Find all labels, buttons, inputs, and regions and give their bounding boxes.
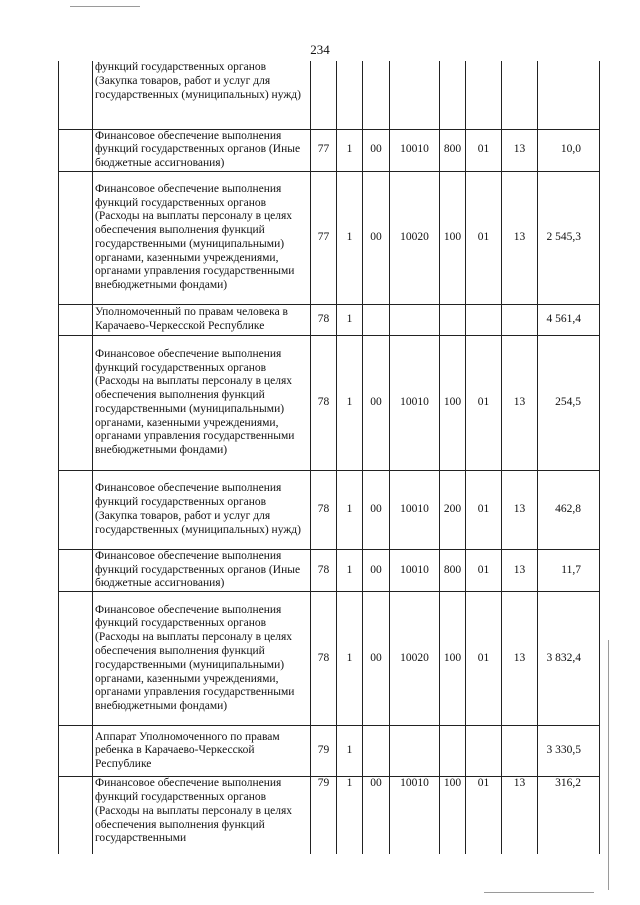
budget-table bbox=[58, 61, 600, 854]
code-01-cell: 01 bbox=[466, 549, 502, 591]
amount-cell: 254,5 bbox=[538, 335, 600, 470]
target-article-code-cell: 10020 bbox=[390, 592, 440, 726]
scan-mark-top bbox=[70, 6, 140, 7]
code-13-cell: 13 bbox=[502, 470, 538, 549]
amount-cell bbox=[538, 61, 600, 129]
target-article-code-cell bbox=[390, 726, 440, 777]
code-13-cell bbox=[502, 61, 538, 129]
ministry-code-cell: 78 bbox=[311, 335, 337, 470]
blank-cell-cell bbox=[59, 171, 93, 304]
table-row bbox=[59, 726, 600, 777]
amount-cell: 11,7 bbox=[538, 549, 600, 591]
amount-cell: 462,8 bbox=[538, 470, 600, 549]
code-13-cell: 13 bbox=[502, 549, 538, 591]
blank-cell-cell bbox=[59, 129, 93, 171]
blank-cell-cell bbox=[59, 304, 93, 335]
section-code-cell: 1 bbox=[337, 171, 363, 304]
section-code-cell: 1 bbox=[337, 777, 363, 854]
section-code-cell: 1 bbox=[337, 304, 363, 335]
expense-type-code-cell: 100 bbox=[440, 335, 466, 470]
blank-cell-cell bbox=[59, 549, 93, 591]
target-article-code-cell: 10010 bbox=[390, 470, 440, 549]
expense-type-code-cell: 200 bbox=[440, 470, 466, 549]
expense-type-code-cell bbox=[440, 61, 466, 129]
blank-cell-cell bbox=[59, 470, 93, 549]
section-code-cell: 1 bbox=[337, 592, 363, 726]
ministry-code-cell bbox=[311, 61, 337, 129]
code-01-cell: 01 bbox=[466, 777, 502, 854]
item-name-cell: Финансовое обеспечение выполнения функций государственных органов (Расходы на выплаты персоналу в целях обеспечения выполнения функций государственными (муниципальными) органами, казенными учреждениями, органами управления государственными внебюджетными фондами) bbox=[93, 171, 311, 304]
amount-cell: 3 832,4 bbox=[538, 592, 600, 726]
section-code-cell bbox=[337, 61, 363, 129]
subsection-code-cell bbox=[363, 726, 390, 777]
code-01-cell bbox=[466, 61, 502, 129]
item-name-cell: Финансовое обеспечение выполнения функций государственных органов (Расходы на выплаты персоналу в целях обеспечения выполнения функций государственными (муниципальными) органами, казенными учреждениями, органами управления государственными внебюджетными фондами) bbox=[93, 335, 311, 470]
section-code-cell: 1 bbox=[337, 129, 363, 171]
amount-cell: 2 545,3 bbox=[538, 171, 600, 304]
amount-cell: 3 330,5 bbox=[538, 726, 600, 777]
ministry-code-cell: 78 bbox=[311, 549, 337, 591]
ministry-code-cell: 79 bbox=[311, 777, 337, 854]
subsection-code-cell bbox=[363, 61, 390, 129]
code-01-cell: 01 bbox=[466, 129, 502, 171]
target-article-code-cell: 10010 bbox=[390, 549, 440, 591]
scan-mark-bottom bbox=[484, 892, 594, 893]
code-01-cell: 01 bbox=[466, 335, 502, 470]
code-01-cell: 01 bbox=[466, 470, 502, 549]
table-row bbox=[59, 549, 600, 591]
blank-cell-cell bbox=[59, 726, 93, 777]
blank-cell-cell bbox=[59, 61, 93, 129]
subsection-code-cell: 00 bbox=[363, 549, 390, 591]
table-row bbox=[59, 171, 600, 304]
table-row bbox=[59, 335, 600, 470]
amount-cell: 316,2 bbox=[538, 777, 600, 854]
subsection-code-cell: 00 bbox=[363, 592, 390, 726]
blank-cell-cell bbox=[59, 777, 93, 854]
table-row bbox=[59, 129, 600, 171]
code-13-cell: 13 bbox=[502, 592, 538, 726]
item-name-cell: функций государственных органов (Закупка товаров, работ и услуг для государственных (муниципальных) нужд) bbox=[93, 61, 311, 129]
section-code-cell: 1 bbox=[337, 549, 363, 591]
expense-type-code-cell: 100 bbox=[440, 171, 466, 304]
code-13-cell: 13 bbox=[502, 171, 538, 304]
target-article-code-cell: 10010 bbox=[390, 335, 440, 470]
subsection-code-cell bbox=[363, 304, 390, 335]
expense-type-code-cell: 100 bbox=[440, 777, 466, 854]
code-01-cell: 01 bbox=[466, 592, 502, 726]
target-article-code-cell bbox=[390, 304, 440, 335]
subsection-code-cell: 00 bbox=[363, 129, 390, 171]
code-01-cell bbox=[466, 304, 502, 335]
section-code-cell: 1 bbox=[337, 470, 363, 549]
ministry-code-cell: 78 bbox=[311, 592, 337, 726]
subsection-code-cell: 00 bbox=[363, 171, 390, 304]
subsection-code-cell: 00 bbox=[363, 777, 390, 854]
page-number: 234 bbox=[310, 42, 330, 57]
expense-type-code-cell: 800 bbox=[440, 549, 466, 591]
code-13-cell bbox=[502, 304, 538, 335]
ministry-code-cell: 78 bbox=[311, 304, 337, 335]
target-article-code-cell: 10020 bbox=[390, 171, 440, 304]
target-article-code-cell: 10010 bbox=[390, 777, 440, 854]
item-name-cell: Финансовое обеспечение выполнения функций государственных органов (Расходы на выплаты персоналу в целях обеспечения выполнения функций государственными bbox=[93, 777, 311, 854]
item-name-cell: Финансовое обеспечение выполнения функций государственных органов (Иные бюджетные ассигнования) bbox=[93, 549, 311, 591]
item-name-cell: Финансовое обеспечение выполнения функций государственных органов (Иные бюджетные ассигнования) bbox=[93, 129, 311, 171]
code-13-cell: 13 bbox=[502, 129, 538, 171]
item-name-cell: Финансовое обеспечение выполнения функций государственных органов (Расходы на выплаты персоналу в целях обеспечения выполнения функций государственными (муниципальными) органами, казенными учреждениями, органами управления государственными внебюджетными фондами) bbox=[93, 592, 311, 726]
code-01-cell bbox=[466, 726, 502, 777]
table-row bbox=[59, 304, 600, 335]
scan-mark-right-edge bbox=[608, 640, 609, 890]
expense-type-code-cell: 100 bbox=[440, 592, 466, 726]
section-code-cell: 1 bbox=[337, 726, 363, 777]
table-row bbox=[59, 470, 600, 549]
subsection-code-cell: 00 bbox=[363, 335, 390, 470]
expense-type-code-cell bbox=[440, 726, 466, 777]
expense-type-code-cell bbox=[440, 304, 466, 335]
section-code-cell: 1 bbox=[337, 335, 363, 470]
target-article-code-cell: 10010 bbox=[390, 129, 440, 171]
subsection-code-cell: 00 bbox=[363, 470, 390, 549]
target-article-code-cell bbox=[390, 61, 440, 129]
ministry-code-cell: 77 bbox=[311, 171, 337, 304]
code-01-cell: 01 bbox=[466, 171, 502, 304]
code-13-cell: 13 bbox=[502, 335, 538, 470]
table-row bbox=[59, 777, 600, 854]
table-row bbox=[59, 61, 600, 129]
item-name-cell: Уполномоченный по правам человека в Карачаево-Черкесской Республике bbox=[93, 304, 311, 335]
ministry-code-cell: 77 bbox=[311, 129, 337, 171]
blank-cell-cell bbox=[59, 592, 93, 726]
amount-cell: 4 561,4 bbox=[538, 304, 600, 335]
ministry-code-cell: 79 bbox=[311, 726, 337, 777]
item-name-cell: Финансовое обеспечение выполнения функций государственных органов (Закупка товаров, работ и услуг для государственных (муниципальных) нужд) bbox=[93, 470, 311, 549]
code-13-cell: 13 bbox=[502, 777, 538, 854]
amount-cell: 10,0 bbox=[538, 129, 600, 171]
code-13-cell bbox=[502, 726, 538, 777]
expense-type-code-cell: 800 bbox=[440, 129, 466, 171]
table-row bbox=[59, 592, 600, 726]
ministry-code-cell: 78 bbox=[311, 470, 337, 549]
blank-cell-cell bbox=[59, 335, 93, 470]
item-name-cell: Аппарат Уполномоченного по правам ребенка в Карачаево-Черкесской Республике bbox=[93, 726, 311, 777]
